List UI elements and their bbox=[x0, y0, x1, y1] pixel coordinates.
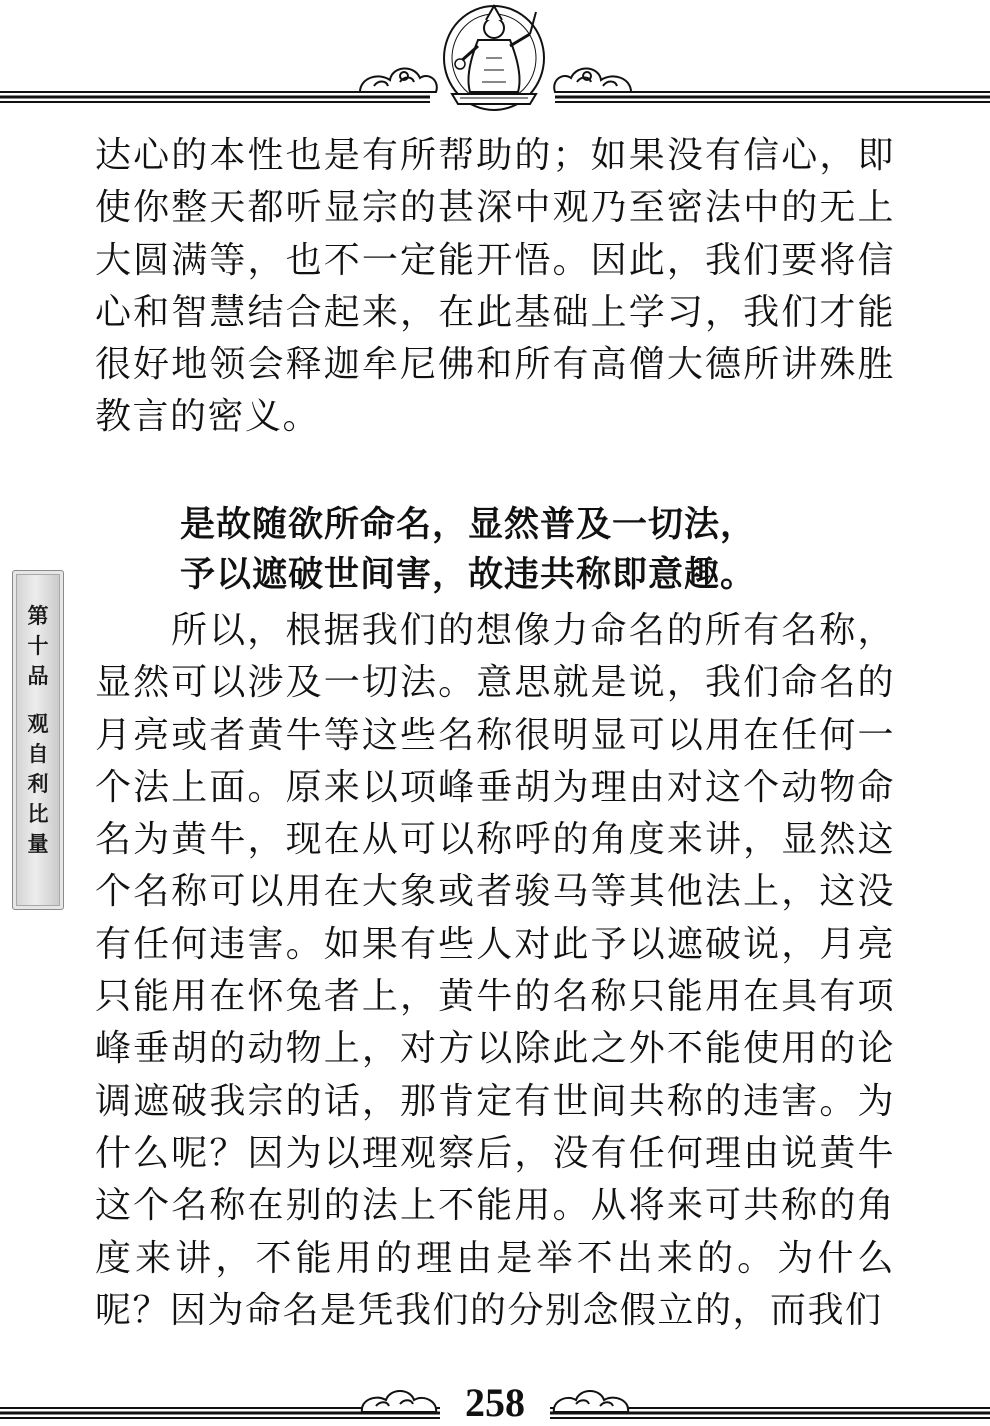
verse-line-2: 予以遮破世间害，故违共称即意趣。 bbox=[180, 555, 757, 595]
cloud-scroll-icon bbox=[554, 68, 631, 92]
verse-line-1: 是故随欲所命名，显然普及一切法， bbox=[180, 505, 757, 545]
paragraph-text: 所以，根据我们的想像力命名的所有名称，显然可以涉及一切法。意思就是说，我们命名的月亮或者黄牛等这些名称很明显可以用在任何一个法上面。原来以项峰垂胡为理由对这个动物命名为黄牛，现在从可以称呼的角度来讲，显然这个名称可以用在大象或者骏马等其他法上，这没有任何违害。如果有些人对此予以遮破说，月亮只能用在怀兔者上，黄牛的名称只能用在具有项峰垂胡的动物上，对方以除此之外不能使用的论调遮破我宗的话，那肯定有世间共称的违害。为什么呢？因为以理观察后，没有任何理由说黄牛这个名称在别的法上不能用。从将来可共称的角度来讲，不能用的理由是举不出来的。为什么呢？因为命名是凭我们的分别念假立的，而我们 bbox=[95, 610, 895, 1331]
page-header bbox=[0, 0, 990, 120]
chapter-char: 品 bbox=[27, 664, 49, 688]
chapter-char: 十 bbox=[27, 634, 49, 658]
body-paragraph-1 bbox=[95, 130, 895, 444]
chapter-char: 第 bbox=[27, 604, 49, 628]
header-ornament bbox=[0, 0, 990, 120]
page-number: 258 bbox=[465, 1380, 525, 1425]
chapter-char: 利 bbox=[27, 772, 49, 796]
chapter-side-tab bbox=[12, 570, 64, 910]
chapter-char: 量 bbox=[27, 832, 49, 856]
paragraph-text: 达心的本性也是有所帮助的；如果没有信心，即使你整天都听显宗的甚深中观乃至密法中的无上大圆满等，也不一定能开悟。因此，我们要将信心和智慧结合起来，在此基础上学习，我们才能很好地领会释迦牟尼佛和所有高僧大德所讲殊胜教言的密义。 bbox=[95, 135, 895, 438]
chapter-label bbox=[13, 601, 63, 859]
chapter-char: 比 bbox=[27, 802, 49, 826]
cloud-scroll-icon bbox=[360, 68, 437, 92]
body-paragraph-2 bbox=[95, 605, 895, 1337]
chapter-char: 自 bbox=[27, 742, 49, 766]
deity-figure-icon bbox=[444, 6, 544, 110]
verse-block bbox=[180, 500, 900, 600]
chapter-char: 观 bbox=[27, 712, 49, 736]
